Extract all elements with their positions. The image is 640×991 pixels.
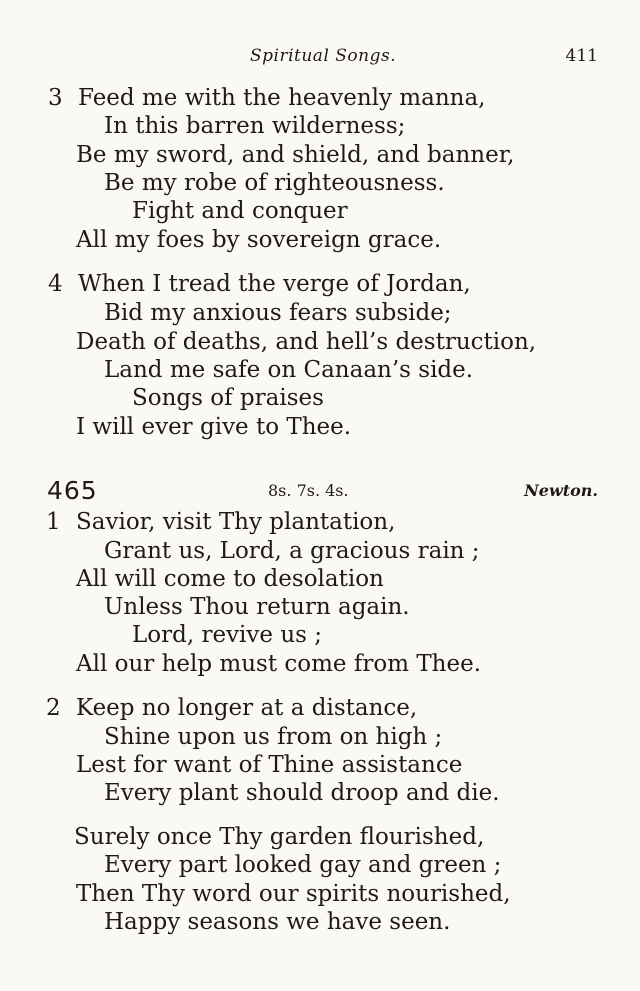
verse-line: When I tread the verge of Jordan, — [78, 271, 471, 297]
verse-line: Happy seasons we have seen. — [104, 909, 451, 935]
verse-line: Every part looked gay and green ; — [104, 852, 502, 878]
verse-line: In this barren wilderness; — [104, 113, 406, 139]
verse-line: Lest for want of Thine assistance — [76, 752, 463, 778]
verse-line: Then Thy word our spirits nourished, — [76, 881, 511, 907]
hymn-meter: 8s. 7s. 4s. — [268, 481, 349, 500]
verse-line: I will ever give to Thee. — [76, 414, 352, 440]
verse-line: Surely once Thy garden flourished, — [74, 824, 485, 850]
stanza-number: 2 — [46, 695, 61, 721]
hymn-tune: Newton. — [524, 481, 598, 500]
verse-line: Fight and conquer — [132, 198, 348, 224]
verse-line: Lord, revive us ; — [132, 622, 323, 648]
verse-line: Savior, visit Thy plantation, — [76, 509, 396, 535]
verse-line: Unless Thou return again. — [104, 594, 410, 620]
running-head: Spiritual Songs. — [250, 46, 397, 66]
verse-line: All will come to desolation — [76, 566, 384, 592]
verse-line: Feed me with the heavenly manna, — [78, 85, 486, 111]
verse-line: Death of deaths, and hell’s destruction, — [76, 329, 537, 355]
page-number: 411 — [565, 46, 598, 66]
hymn-header — [0, 476, 640, 506]
stanza-number: 1 — [46, 509, 61, 535]
verse-line: Grant us, Lord, a gracious rain ; — [104, 538, 480, 564]
verse-line: Keep no longer at a distance, — [76, 695, 418, 721]
stanza-number: 3 — [48, 85, 63, 111]
verse-line: Be my sword, and shield, and banner, — [76, 142, 515, 168]
verse-line: Every plant should droop and die. — [104, 780, 500, 806]
verse-line: All our help must come from Thee. — [76, 651, 482, 677]
verse-line: Be my robe of righteousness. — [104, 170, 445, 196]
verse-line: Shine upon us from on high ; — [104, 724, 443, 750]
verse-line: All my foes by sovereign grace. — [76, 227, 442, 253]
hymn-number: 465 — [47, 476, 98, 505]
verse-line: Land me safe on Canaan’s side. — [104, 357, 474, 383]
verse-line: Bid my anxious fears subside; — [104, 300, 452, 326]
verse-line: Songs of praises — [132, 385, 324, 411]
stanza-number: 4 — [48, 271, 63, 297]
